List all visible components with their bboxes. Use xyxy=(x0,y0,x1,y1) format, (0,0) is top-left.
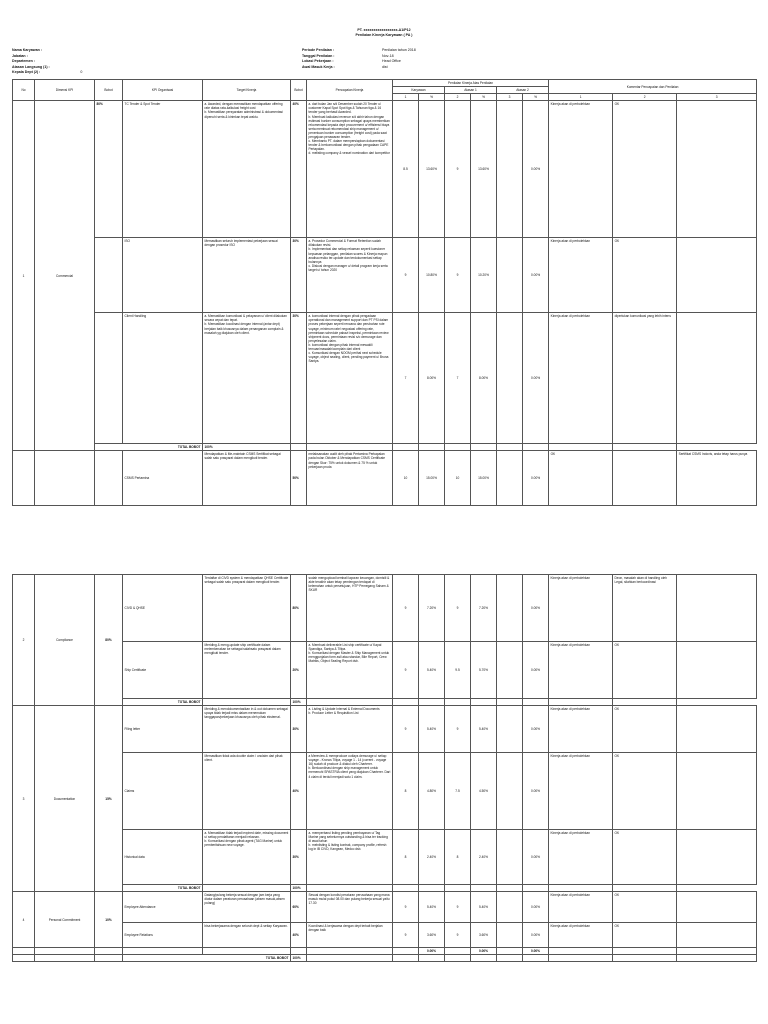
pencapaian-kinerja: Koordinasi & kerjasama dengan dept terkait berjalan dengan baik xyxy=(307,923,393,948)
atasan1-score: 9 xyxy=(445,101,471,238)
comment-2: OK xyxy=(613,706,677,753)
kepala-value: 0 xyxy=(80,70,83,75)
label-lokasi: Lokasi Pekerjaan : xyxy=(302,59,334,64)
atasan1-score: 7.5 xyxy=(445,753,471,830)
col-atasan1: Atasan 1 xyxy=(445,87,497,94)
dimension-bobot xyxy=(95,238,123,313)
col-komentar: Komentar Pencapaian dan Penilaian xyxy=(549,79,757,93)
sub-c1: 1 xyxy=(549,94,613,101)
karyawan-score: 9 xyxy=(393,575,419,642)
empty-cell xyxy=(497,699,523,706)
comment-1: Kinerja akan di perbolehkan xyxy=(549,101,613,238)
comment-1: Kinerja akan di perbolehkan xyxy=(549,642,613,699)
empty-cell xyxy=(523,444,549,451)
empty-cell xyxy=(549,444,613,451)
empty-cell xyxy=(393,699,419,706)
total-bobot-value: 100% xyxy=(291,955,307,962)
table-row xyxy=(13,892,757,923)
atasan1-score: 9 xyxy=(445,892,471,923)
comment-2: OK xyxy=(613,753,677,830)
comment-1: Kinerja akan di perbolehkan xyxy=(549,923,613,948)
col-atasan2: Atasan 2 xyxy=(497,87,549,94)
table-row xyxy=(13,642,757,699)
karyawan-score: 9 xyxy=(393,706,419,753)
col-penilaian-group: Penilaian Kinerja Atas Penilaian xyxy=(393,79,549,86)
comment-2: OK xyxy=(613,642,677,699)
kpi-table-page-2 xyxy=(12,574,757,962)
empty-cell xyxy=(445,955,471,962)
comment-3 xyxy=(677,830,757,885)
comment-3 xyxy=(677,101,757,238)
atasan1-score: 10 xyxy=(445,451,471,506)
comment-2: OK xyxy=(613,892,677,923)
total-bobot-label: TOTAL BOBOT xyxy=(123,699,203,706)
atasan1-pct: 4.50% xyxy=(471,753,497,830)
kpi-name: Ship Certificate xyxy=(123,642,203,699)
bobot-value: 60% xyxy=(291,892,307,923)
empty-cell xyxy=(497,955,523,962)
bobot-value: 40% xyxy=(291,753,307,830)
sub-pct: % xyxy=(419,94,445,101)
empty-cell xyxy=(307,699,393,706)
empty-cell xyxy=(35,955,95,962)
pencapaian-kinerja: a. memperbarui listing pending pembayaran u/ Tag Marine yang sebelumnya outstanding & bisa ter tracking di awal tahun b. melnlisting & listing kontrak, company profile, refresh log in IB CIVD, Kangean, Medco dsb. xyxy=(307,830,393,885)
atasan2-pct: 0.00% xyxy=(523,101,549,238)
form-title: Penilaian Kinerja Karyawan ( PA ) xyxy=(355,33,413,37)
table-row xyxy=(13,101,757,238)
col-kpi: KPI Organisasi xyxy=(123,79,203,100)
karyawan-score: 9 xyxy=(393,642,419,699)
karyawan-pct: 5.40% xyxy=(419,892,445,923)
label-departemen: Departemen : xyxy=(12,59,35,64)
atasan1-pct: 3.60% xyxy=(471,923,497,948)
summary-atasan1: 0.00% xyxy=(471,948,497,955)
dimension-bobot: 15% xyxy=(95,706,123,892)
value-awal-masuk: dist xyxy=(382,64,388,69)
atasan1-pct: 15.00% xyxy=(471,451,497,506)
karyawan-score: 9 xyxy=(393,923,419,948)
empty-cell xyxy=(613,699,677,706)
comment-3 xyxy=(677,753,757,830)
empty-cell xyxy=(445,444,471,451)
empty-cell xyxy=(523,955,549,962)
total-bobot-value: 100% xyxy=(291,885,307,892)
atasan2-pct: 0.00% xyxy=(523,313,549,444)
pencapaian-kinerja: a. dari bulan Jan s/d Desember sudah 20 Tender u/ customer Kapal Spot Spot tiga & Tahunan tiga & 16 tender yang berhasil Awarded. b. Membuat kalkulasi revenue s/d akhir tahun dengan estimasi bunker consumption sebagai upaya memberikan rekomendasi kepada dept procurement u/ effisiensi biaya serta membuat rekomendasi ship management u/ penentuan bunker consumption (freight cost) pada saat pengajuan penawaran tender. c. Membantu PT. dalam mempersiapkan dokumentasi tender & berkomunikasi dengan pihak pengadaan CAPE Pertapalan. d. melisting company & vessel nomination dari kompetitor xyxy=(307,101,393,238)
kpi-name: Client Handling xyxy=(123,313,203,444)
label-atasan: Atasan Langsung (1) : xyxy=(12,64,50,69)
sub-1: 1 xyxy=(393,94,419,101)
empty-cell xyxy=(497,948,523,955)
total-bobot-label: TOTAL BOBOT xyxy=(123,955,291,962)
summary-atasan2: 0.00% xyxy=(523,948,549,955)
target-kinerja: a. Awarded, dengan memastikan mendapatkan offering rate diatas rata-kalkulasi freight cost b. Memastikan persyaratan administrasi & dokumentasi dipenuhi serta & kirimkan tepat waktu. xyxy=(203,101,291,238)
atasan2-pct: 0.00% xyxy=(523,706,549,753)
label-kepala: Kepala Dept (2) : 0 xyxy=(12,70,83,75)
label-jabatan: Jabatan : xyxy=(12,53,28,58)
pencapaian-kinerja: melaksanakan audit oleh pihak Pertamina Perkapalan pada bulan Oktober & Mendapatkan CSMS Certificate dengan Skor: 75% untuk dokumen & 75 % untuk pekerjaan pruda xyxy=(307,451,393,506)
kpi-name: ISO xyxy=(123,238,203,313)
atasan2-pct: 0.00% xyxy=(523,830,549,885)
empty-cell xyxy=(393,444,419,451)
dimension-name: Personal Commitment xyxy=(35,892,95,948)
karyawan-score: 8 xyxy=(393,830,419,885)
empty-cell xyxy=(419,885,445,892)
karyawan-score: 10 xyxy=(393,451,419,506)
value-periode: Penilaian tahun 2018 xyxy=(382,48,416,52)
dimension-no: 4 xyxy=(13,892,35,948)
empty-cell xyxy=(35,948,95,955)
col-dimensi: Dimensi KPI xyxy=(35,79,95,100)
kpi-name: CIVD & QHSE xyxy=(123,575,203,642)
empty-cell xyxy=(419,699,445,706)
karyawan-score: 8 xyxy=(393,753,419,830)
comment-3 xyxy=(677,892,757,923)
comment-2: OK xyxy=(613,830,677,885)
atasan1-pct: 5.40% xyxy=(471,892,497,923)
bobot-value: 50% xyxy=(291,451,307,506)
comment-1: Kinerja akan di perbolehkan xyxy=(549,706,613,753)
empty-cell xyxy=(203,885,291,892)
atasan2-pct: 0.00% xyxy=(523,238,549,313)
empty-cell xyxy=(471,885,497,892)
bobot-value: 40% xyxy=(291,101,307,238)
comment-3 xyxy=(677,313,757,444)
atasan2-score xyxy=(497,238,523,313)
atasan1-score: 9 xyxy=(445,923,471,948)
atasan2-score xyxy=(497,830,523,885)
col-target: Target Kinerja xyxy=(203,79,291,100)
total-bobot-row xyxy=(13,699,757,706)
atasan2-pct: 0.00% xyxy=(523,451,549,506)
pencapaian-kinerja: a. Membuat deliverable List ship certificate u/ Kapal Spandiga, Santya & Tiltpa. b. Komunikasi dengan Master & Ship Management untuk menggunjalan form asli atau standar, Bile Report, Crew Matriks, Object Sealing Report dsb. xyxy=(307,642,393,699)
atasan1-score: 8 xyxy=(445,830,471,885)
comment-1: Kinerja akan di perbolehkan xyxy=(549,575,613,642)
karyawan-pct: 5.40% xyxy=(419,642,445,699)
label-periode: Periode Penilaian : xyxy=(302,48,335,52)
empty-cell xyxy=(677,955,757,962)
karyawan-score: 9 xyxy=(393,238,419,313)
target-kinerja: bisa bekerjasama dengan seluruh dept & setiap Karyawan. xyxy=(203,923,291,948)
pencapaian-kinerja: a. Listing & Update Internal & External Documents b. Produce Letter & Requisition List xyxy=(307,706,393,753)
empty-cell xyxy=(549,955,613,962)
comment-2 xyxy=(613,451,677,506)
bobot-value: 20% xyxy=(291,642,307,699)
label-nama: Nama Karyawan : xyxy=(12,48,42,52)
bobot-value: 40% xyxy=(291,923,307,948)
dimension-bobot xyxy=(95,313,123,444)
kpi-name: Employee Attendance xyxy=(123,892,203,923)
empty-cell xyxy=(419,955,445,962)
pencapaian-kinerja: a Mereview & memproduce outlays demurage u/ setiap voyage - Kronos Tiltpa, voyage 1 - 14 (current - voyage 16) sudah di produce & diakui oleh Charterer. b. Berkoordinasi dengan ship management untuk memenuhi SPASTRIA client yang diajukan Charterer. Dari 4 claim di terduli menjadi satu 1 claim. xyxy=(307,753,393,830)
karyawan-pct: 2.40% xyxy=(419,830,445,885)
empty-cell xyxy=(307,948,393,955)
employee-info-header xyxy=(12,48,756,76)
karyawan-pct: 10.80% xyxy=(419,238,445,313)
pencapaian-kinerja: Sesuai dengan kondisi peraturan perusahaan yang mana masuk mulai pukul 08.00 dan pulang bekerja sesuai yaitu 17.30 xyxy=(307,892,393,923)
dimension-bobot: 80% xyxy=(95,575,123,706)
table-row xyxy=(13,238,757,313)
karyawan-score: 8.5 xyxy=(393,101,419,238)
empty-cell xyxy=(35,451,95,506)
atasan1-pct: 13.60% xyxy=(471,101,497,238)
karyawan-pct: 8.00% xyxy=(419,313,445,444)
dimension-name: Commercial xyxy=(35,101,95,451)
sub-c2: 2 xyxy=(613,94,677,101)
value-lokasi: Head Office xyxy=(382,59,401,64)
atasan2-score xyxy=(497,575,523,642)
summary-karyawan: 0.00% xyxy=(419,948,445,955)
col-karyawan: Karyawan xyxy=(393,87,445,94)
karyawan-pct: 13.60% xyxy=(419,101,445,238)
kpi-name: TC Tender & Spot Tender xyxy=(123,101,203,238)
comment-1: Kinerja akan di perbolehkan xyxy=(549,313,613,444)
empty-cell xyxy=(523,885,549,892)
kpi-name: Historical data xyxy=(123,830,203,885)
col-no: No xyxy=(13,79,35,100)
sub-c3: 3 xyxy=(677,94,757,101)
table-row xyxy=(13,575,757,642)
atasan1-pct: 5.70% xyxy=(471,642,497,699)
table-row xyxy=(13,451,757,506)
comment-2: Deon, masalah akan di handling oleh Legal, silahkan berkoordinasi xyxy=(613,575,677,642)
kpi-name: Filing letter xyxy=(123,706,203,753)
form-page-2 xyxy=(12,574,756,962)
empty-cell xyxy=(13,948,35,955)
empty-cell xyxy=(419,444,445,451)
empty-cell xyxy=(95,948,123,955)
dimension-bobot xyxy=(95,451,123,506)
atasan2-score xyxy=(497,313,523,444)
atasan1-score: 7 xyxy=(445,313,471,444)
empty-cell xyxy=(497,444,523,451)
atasan2-pct: 0.00% xyxy=(523,753,549,830)
table-row xyxy=(13,753,757,830)
empty-cell xyxy=(549,885,613,892)
atasan2-score xyxy=(497,892,523,923)
table-row xyxy=(13,923,757,948)
empty-cell xyxy=(445,948,471,955)
comment-3 xyxy=(677,923,757,948)
empty-cell xyxy=(613,955,677,962)
form-page-1 xyxy=(12,28,756,506)
atasan1-pct: 2.40% xyxy=(471,830,497,885)
value-tanggal: Nov-18 xyxy=(382,53,394,58)
atasan2-score xyxy=(497,642,523,699)
atasan2-pct: 0.00% xyxy=(523,923,549,948)
comment-2: OK xyxy=(613,101,677,238)
comment-3 xyxy=(677,706,757,753)
empty-cell xyxy=(95,955,123,962)
empty-cell xyxy=(497,885,523,892)
karyawan-pct: 4.80% xyxy=(419,753,445,830)
comment-3 xyxy=(677,575,757,642)
empty-cell xyxy=(445,885,471,892)
target-kinerja: Terdaftar di CIVD system & mendapatkan QHSE Certificate sebagai salah satu prasyarat dalam mengikuti tender. xyxy=(203,575,291,642)
summary-row xyxy=(13,948,757,955)
label-awal-masuk: Awal Masuk Kerja : xyxy=(302,64,335,69)
karyawan-pct: 7.20% xyxy=(419,575,445,642)
kpi-name: CSMS Pertamina xyxy=(123,451,203,506)
bobot-value: 80% xyxy=(291,575,307,642)
empty-cell xyxy=(13,955,35,962)
comment-2: OK xyxy=(613,923,677,948)
sub-2: 2 xyxy=(445,94,471,101)
atasan1-score: 9 xyxy=(445,575,471,642)
target-kinerja: Meriding & meng-update ship certificate dalam melemkenakan ke sebagai salahsatu prasyarat dalam mengikuti tender. xyxy=(203,642,291,699)
empty-cell xyxy=(393,955,419,962)
comment-2: OK xyxy=(613,238,677,313)
empty-cell xyxy=(203,699,291,706)
atasan2-pct: 0.00% xyxy=(523,892,549,923)
empty-cell xyxy=(13,451,35,506)
sub-3: 3 xyxy=(497,94,523,101)
empty-cell xyxy=(471,955,497,962)
col-pencapaian: Pencapaian Kinerja xyxy=(307,79,393,100)
comment-2: diperlukan komunikasi yang lebih intens xyxy=(613,313,677,444)
total-bobot-value: 100% xyxy=(203,444,291,451)
bobot-value: 30% xyxy=(291,830,307,885)
sub-pct: % xyxy=(471,94,497,101)
empty-cell xyxy=(613,948,677,955)
comment-1: Kinerja akan di perbolehkan xyxy=(549,753,613,830)
karyawan-pct: 3.60% xyxy=(419,923,445,948)
sub-pct: % xyxy=(523,94,549,101)
atasan2-pct: 0.00% xyxy=(523,642,549,699)
empty-cell xyxy=(471,699,497,706)
pencapaian-kinerja: a. komunikasi internal dengan pihak pengadaan operational dan management support dan PT PSI dalam proses pekerjaan seperti rencana dan perubahan rute voyage, minimum rate/ negosiasi offering rate, permintaan schedule pabazi inspeksi, permintaan review shipment docs, permintaan revisi s/o demurage dan penyelesaian claim. b. komunikasi dengan pihak internal mewakili temuan/masalah/complain dari client c. Komunikasi dengan NOOM perihal next schedule voyage, object sealing, client, pending payment u/ Bruna Santya. xyxy=(307,313,393,444)
karyawan-pct: 15.00% xyxy=(419,451,445,506)
atasan2-score xyxy=(497,451,523,506)
empty-cell xyxy=(307,885,393,892)
empty-cell xyxy=(291,948,307,955)
col-bobot2: Bobot xyxy=(291,79,307,100)
target-kinerja: Datang/pulang bekerja sesuai dengan jam kerja yang diatur dalam peraturan perusahaan (absen masuk,absen pulang) xyxy=(203,892,291,923)
target-kinerja: a. Memastikan komunikasi & pelayanan u/ client dilakukan secara cepat dan tepat. b. Memastikan koodinasi dengan internal (antar dept) berjalan baik khususnya dalam penanganan complain & masalah yg diajukan oleh client. xyxy=(203,313,291,444)
comment-3: Sertifikat CSMS Indovis, anda tetap harus punya xyxy=(677,451,757,506)
dimension-no: 3 xyxy=(13,706,35,892)
atasan1-pct: 5.40% xyxy=(471,706,497,753)
dimension-name: Documentation xyxy=(35,706,95,892)
atasan1-score: 9.5 xyxy=(445,642,471,699)
empty-cell xyxy=(613,885,677,892)
atasan1-pct: 8.00% xyxy=(471,313,497,444)
company-name: PT. xxxxxxxxxxxxxxxxx-A1/P12 xyxy=(357,28,411,32)
bobot-value: 30% xyxy=(291,313,307,444)
karyawan-score: 7 xyxy=(393,313,419,444)
label-tanggal: Tanggal Penilaian : xyxy=(302,53,335,58)
table-row xyxy=(13,313,757,444)
empty-cell xyxy=(307,955,393,962)
target-kinerja: Mendapatkan & Me-maintain CSMS Sertifikat sebagai salah satu prasyarat dalam mengikuti tender. xyxy=(203,451,291,506)
karyawan-pct: 5.40% xyxy=(419,706,445,753)
total-bobot-value: 100% xyxy=(291,699,307,706)
empty-cell xyxy=(123,948,203,955)
dimension-name: Compliance xyxy=(35,575,95,706)
comment-1: Kinerja akan di perbolehkan xyxy=(549,238,613,313)
kpi-name: Claims xyxy=(123,753,203,830)
kpi-table-page-1 xyxy=(12,79,757,506)
total-bobot-row xyxy=(13,885,757,892)
empty-cell xyxy=(393,885,419,892)
target-kinerja: Meriding & mendokumentasikan in & out dokumen sebagai upaya tidak terjadi miss dalam menemukan tanggapan/pekerjaan khususnya oleh pihak eksternal. xyxy=(203,706,291,753)
empty-cell xyxy=(677,948,757,955)
empty-cell xyxy=(307,444,393,451)
atasan1-pct: 10.20% xyxy=(471,238,497,313)
empty-cell xyxy=(393,948,419,955)
table-row xyxy=(13,706,757,753)
comment-3 xyxy=(677,238,757,313)
atasan2-score xyxy=(497,706,523,753)
empty-cell xyxy=(613,444,677,451)
karyawan-score: 9 xyxy=(393,892,419,923)
target-kinerja: a. Memastikan tidak terjadi expired date, missing document u/ setiap pendaftaran menjadi rekanan. b. Komunikasi dengan pihak agent (TAG Marine) untuk pemberitahuan new voyage. xyxy=(203,830,291,885)
total-bobot-label: TOTAL BOBOT xyxy=(123,885,203,892)
target-kinerja: Memastikan seluruh implementasi pekerjaan sesuai dengan prosedur ISO xyxy=(203,238,291,313)
total-bobot-row xyxy=(13,444,757,451)
dimension-no: 2 xyxy=(13,575,35,706)
comment-1: Kinerja akan di perbolehkan xyxy=(549,830,613,885)
bobot-value: 30% xyxy=(291,238,307,313)
kpi-name: Employee Relations xyxy=(123,923,203,948)
empty-cell xyxy=(291,444,307,451)
total-bobot-row xyxy=(13,955,757,962)
pencapaian-kinerja: sudah mengupload kembali laporan keuangan, domisili & akte terakhir akan tetap pemlengan terdapat di kelemahan untuk persetujuan, HTP Pemegang Saham & SKUR xyxy=(307,575,393,642)
atasan1-pct: 7.20% xyxy=(471,575,497,642)
atasan2-score xyxy=(497,101,523,238)
atasan2-score xyxy=(497,923,523,948)
empty-cell xyxy=(549,948,613,955)
dimension-no: 1 xyxy=(13,101,35,451)
atasan1-score: 9 xyxy=(445,706,471,753)
atasan2-score xyxy=(497,753,523,830)
comment-1: OK xyxy=(549,451,613,506)
total-bobot-label: TOTAL BOBOT xyxy=(95,444,203,451)
empty-cell xyxy=(445,699,471,706)
atasan2-pct: 0.00% xyxy=(523,575,549,642)
bobot-value: 30% xyxy=(291,706,307,753)
dimension-bobot: 80% xyxy=(95,101,123,238)
comment-1: Kinerja akan di perbolehkan xyxy=(549,892,613,923)
empty-cell xyxy=(523,699,549,706)
empty-cell xyxy=(471,444,497,451)
table-row xyxy=(13,830,757,885)
comment-3 xyxy=(677,642,757,699)
empty-cell xyxy=(549,699,613,706)
pencapaian-kinerja: a. Prosedur Commercial & Format Retention sudah dilakukan revisi. b. Implementasi dan setiap rekaman seperti kuesioner kepuasan pelanggan, penilaian scores & Kinerja mapun analisa resiko ter-update dan terdokumentasi setiap bulannya c. Diskusi dengan manager u/ detail program kerja serta target u/ tahun 2020 xyxy=(307,238,393,313)
dimension-bobot: 10% xyxy=(95,892,123,948)
atasan1-score: 9 xyxy=(445,238,471,313)
col-bobot: Bobot xyxy=(95,79,123,100)
empty-cell xyxy=(203,948,291,955)
target-kinerja: Memastikan tidak ada double claim / unclaim dari pihak client. xyxy=(203,753,291,830)
